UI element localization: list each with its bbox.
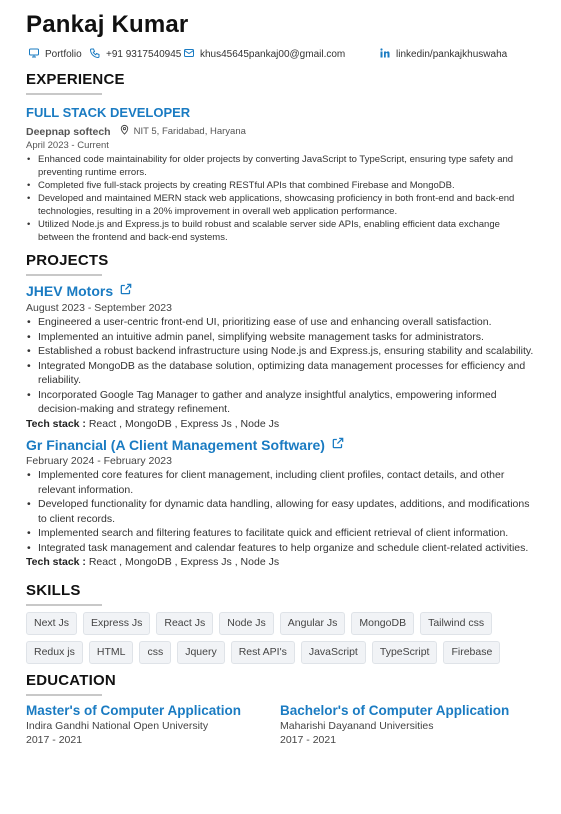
skill-chip: css: [139, 641, 171, 664]
section-divider: [26, 694, 102, 696]
company-name: Deepnap softech: [26, 126, 111, 138]
project-entry: [26, 436, 535, 570]
contact-phone[interactable]: [89, 47, 181, 62]
contact-email[interactable]: [183, 47, 345, 62]
section-title-projects: PROJECTS: [26, 252, 109, 269]
list-item: • Utilized Node.js and Express.js to build robust and scalable server side APIs, enabling efficient data exchange between the frontend and back-end systems.: [26, 218, 535, 244]
project-title: JHEV Motors: [26, 283, 114, 299]
education-years: 2017 - 2021: [26, 733, 83, 746]
skill-chip: MongoDB: [351, 612, 414, 635]
contact-bar: [26, 47, 535, 65]
education-entry: [280, 702, 534, 747]
skill-chip: Angular Js: [280, 612, 346, 635]
map-pin-icon: [119, 124, 130, 140]
list-item: • Implemented core features for client management, including client profiles, contact details, and other relevant information.: [26, 468, 535, 497]
mail-icon: [183, 47, 195, 62]
school-name: Maharishi Dayanand Universities: [280, 719, 434, 732]
section-divider: [26, 274, 102, 276]
education-entry: [26, 702, 280, 747]
monitor-icon: [28, 47, 40, 62]
skill-chip: JavaScript: [301, 641, 366, 664]
list-item: • Developed and maintained MERN stack web applications, showcasing proficiency in both front-end and back-end technologies, resulting in a 20% improvement in overall web application performance.: [26, 192, 535, 218]
location-text: NIT 5, Faridabad, Haryana: [133, 126, 246, 137]
job-entry: [26, 105, 535, 244]
project-entry: [26, 282, 535, 431]
section-title-education: EDUCATION: [26, 671, 116, 689]
skill-chip: Express Js: [83, 612, 150, 635]
project-title-row: [26, 282, 535, 300]
section-divider: [26, 604, 102, 606]
experience-section: [26, 71, 535, 244]
project-date: August 2023 - September 2023: [26, 302, 172, 314]
list-item: • Developed functionality for dynamic data handling, allowing for easy updates, additions, and modifications to client records.: [26, 497, 535, 526]
skills-section: [26, 582, 535, 664]
section-divider: [26, 93, 102, 95]
list-item: • Engineered a user-centric front-end UI, prioritizing ease of use and enhancing overall satisfaction.: [26, 315, 535, 330]
section-title-experience: EXPERIENCE: [26, 71, 125, 88]
skill-chip: Firebase: [443, 641, 500, 664]
tech-stack-value: React , MongoDB , Express Js , Node Js: [85, 556, 280, 568]
skill-chip: Jquery: [177, 641, 225, 664]
job-bullets: [26, 153, 535, 244]
job-location: [119, 124, 246, 140]
portfolio-link[interactable]: Portfolio: [45, 49, 82, 60]
tech-stack-value: React , MongoDB , Express Js , Node Js: [85, 417, 280, 430]
email-address[interactable]: khus45645pankaj00@gmail.com: [200, 49, 346, 60]
skill-chip: Next Js: [26, 612, 77, 635]
skills-list: [26, 612, 516, 664]
project-bullets: [26, 315, 535, 417]
contact-linkedin[interactable]: [379, 47, 507, 62]
education-list: [26, 702, 535, 747]
list-item: • Integrated task management and calendar features to help organize and schedule client-related activities.: [26, 541, 535, 556]
list-item: • Implemented an intuitive admin panel, simplifying website management tasks for administrators.: [26, 330, 535, 345]
project-title-row: [26, 436, 535, 454]
tech-stack: [26, 417, 535, 432]
skill-chip: TypeScript: [372, 641, 438, 664]
job-title: FULL STACK DEVELOPER: [26, 105, 191, 120]
company-row: [26, 124, 535, 140]
list-item: • Incorporated Google Tag Manager to gather and analyze insightful analytics, empowering informed decision-making and strategy refinement.: [26, 388, 535, 417]
skill-chip: Tailwind css: [420, 612, 492, 635]
list-item: • Implemented search and filtering features to facilitate quick and efficient retrieval of client information.: [26, 526, 535, 541]
external-link-icon[interactable]: [119, 282, 133, 300]
list-item: • Completed five full-stack projects by creating RESTful APIs that combined Firebase and MongoDB.: [26, 179, 535, 192]
list-item: • Integrated MongoDB as the database solution, optimizing data management processes for efficiency and reliability.: [26, 359, 535, 388]
linkedin-icon: [379, 47, 391, 62]
linkedin-link[interactable]: linkedin/pankajkhuswaha: [396, 49, 508, 60]
skill-chip: HTML: [89, 641, 134, 664]
contact-portfolio[interactable]: [28, 47, 82, 62]
project-bullets: [26, 468, 535, 555]
candidate-name: Pankaj Kumar: [26, 11, 189, 38]
projects-section: [26, 252, 535, 570]
tech-stack-label: Tech stack :: [26, 556, 86, 568]
skill-chip: React Js: [156, 612, 213, 635]
external-link-icon[interactable]: [331, 436, 345, 454]
phone-icon: [89, 47, 101, 62]
list-item: • Established a robust backend infrastructure using Node.js and Express.js, ensuring stability and scalability.: [26, 344, 535, 359]
phone-number[interactable]: +91 9317540945: [106, 49, 182, 60]
degree-title: Bachelor's of Computer Application: [280, 702, 510, 718]
education-years: 2017 - 2021: [280, 733, 337, 746]
education-section: [26, 672, 535, 747]
skill-chip: Rest API's: [231, 641, 295, 664]
degree-title: Master's of Computer Application: [26, 702, 241, 718]
project-date: February 2024 - February 2023: [26, 455, 172, 467]
section-title-skills: SKILLS: [26, 581, 81, 599]
school-name: Indira Gandhi National Open University: [26, 719, 209, 732]
job-date: April 2023 - Current: [26, 140, 109, 151]
list-item: • Enhanced code maintainability for older projects by converting JavaScript to TypeScript, ensuring type safety and preventing runtime errors.: [26, 153, 535, 179]
tech-stack: [26, 555, 535, 570]
tech-stack-label: Tech stack :: [26, 417, 86, 430]
skill-chip: Node Js: [219, 612, 274, 635]
skill-chip: Redux js: [26, 641, 83, 664]
project-title: Gr Financial (A Client Management Software): [26, 437, 325, 453]
